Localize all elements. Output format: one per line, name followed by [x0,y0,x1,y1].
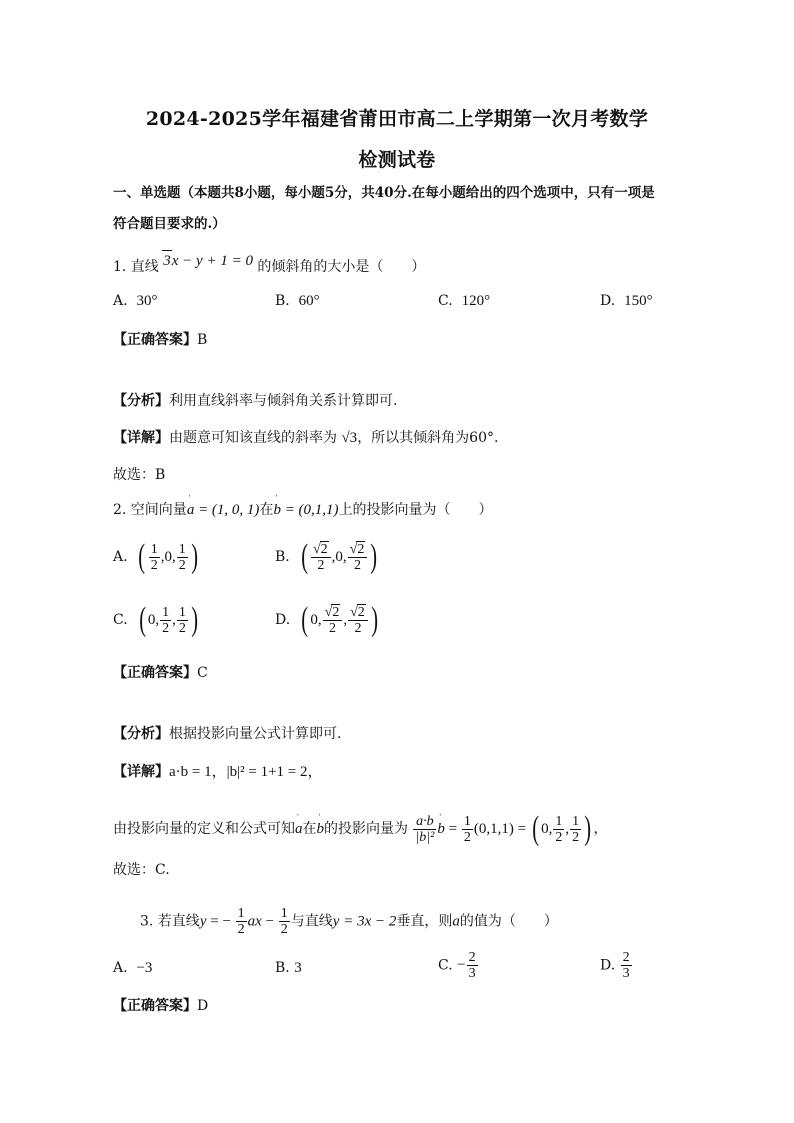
q1-detail: 【详解】由题意可知该直线的斜率为 √3，所以其倾斜角为60°. [113,430,499,446]
q3-answer: 【正确答案】D [113,998,209,1014]
q2-option-a: A. ( $\frac{1}{2}$ ,0, $\frac{1}{2}$ ) [113,538,198,575]
q2-answer: 【正确答案】C [113,665,208,681]
q1-option-d: D. 150° [600,293,653,309]
q3-option-a: A. −3 [113,960,153,976]
q2-detail: 【详解】a·b = 1，|b|² = 1+1 = 2， [113,764,323,780]
vector-b-expr: ˈ b = (0,1,1) [273,502,338,518]
question-2: 2. 空间向量ˈ a = (1, 0, 1)在ˈ b = (0,1,1)上的投影向量为（ ） [113,500,493,520]
question-3: 3. 若直线y = − $\frac{1}{2}$ ax − $\frac{1}{2}$ 与直线y = 3x − 2垂直，则a的值为（ ） [140,906,558,937]
q1-option-b: B. 60° [275,293,320,309]
q2-detail-projection: 由投影向量的定义和公式可知ˈ a在ˈ b的投影向量为 $\frac{a\cdot b}{\text{|b|²}}$ ˈ b = $\frac{1}{2}$ (0,1,1) = ( 0, $\frac{1}{2}$ , $\frac{1}{2}$ ) ， [113,812,607,846]
vector-a-expr: ˈ a = (1, 0, 1) [187,502,260,518]
q1-answer: 【正确答案】B [113,332,208,348]
question-1 [113,253,426,277]
question-2-number: 2. 空间向量 [113,502,187,518]
q2-analysis: 【分析】根据投影向量公式计算即可. [113,726,342,742]
q3-line2: y = 3x − 2 [332,913,397,930]
question-1-equation: 3x − y + 1 = 0 [163,253,253,269]
section-heading: 一、单选题（本题共8小题，每小题5分，共40分.在每小题给出的四个选项中，只有一项是 [113,185,655,201]
q3-option-b: B. 3 [275,960,302,976]
q1-detail-sqrt: √3 [341,430,358,446]
section-heading-cont: 符合题目要求的.） [113,216,226,232]
doc-subtitle: 检测试卷 [358,149,436,171]
q2-option-d: D. ( 0, $\frac{√2}{2}$ , $\frac{√2}{2}$ ) [275,601,378,638]
q1-choice: 故选：B [113,467,166,483]
q3-option-c: C. − $\frac{2}{3}$ [438,950,476,981]
q1-analysis: 【分析】利用直线斜率与倾斜角关系计算即可. [113,393,398,409]
question-1-stem: 的倾斜角的大小是（ ） [257,259,426,275]
q2-option-b: B. ( $\frac{√2}{2}$ ,0, $\frac{√2}{2}$ ) [275,538,378,575]
q2-detail-formula: a·b = 1，|b|² = 1+1 = 2， [169,764,323,780]
q3-option-d: D. $\frac{2}{3}$ [600,950,630,981]
q1-option-c: C. 120° [438,293,491,309]
q1-option-a: A. 30° [113,293,158,309]
doc-title: 2024-2025学年福建省莆田市高二上学期第一次月考数学 [145,108,649,130]
q2-option-c: C. ( 0, $\frac{1}{2}$ , $\frac{1}{2}$ ) [113,601,198,638]
q2-choice: 故选：C. [113,862,170,878]
question-1-number: 1. 直线 [113,259,159,275]
